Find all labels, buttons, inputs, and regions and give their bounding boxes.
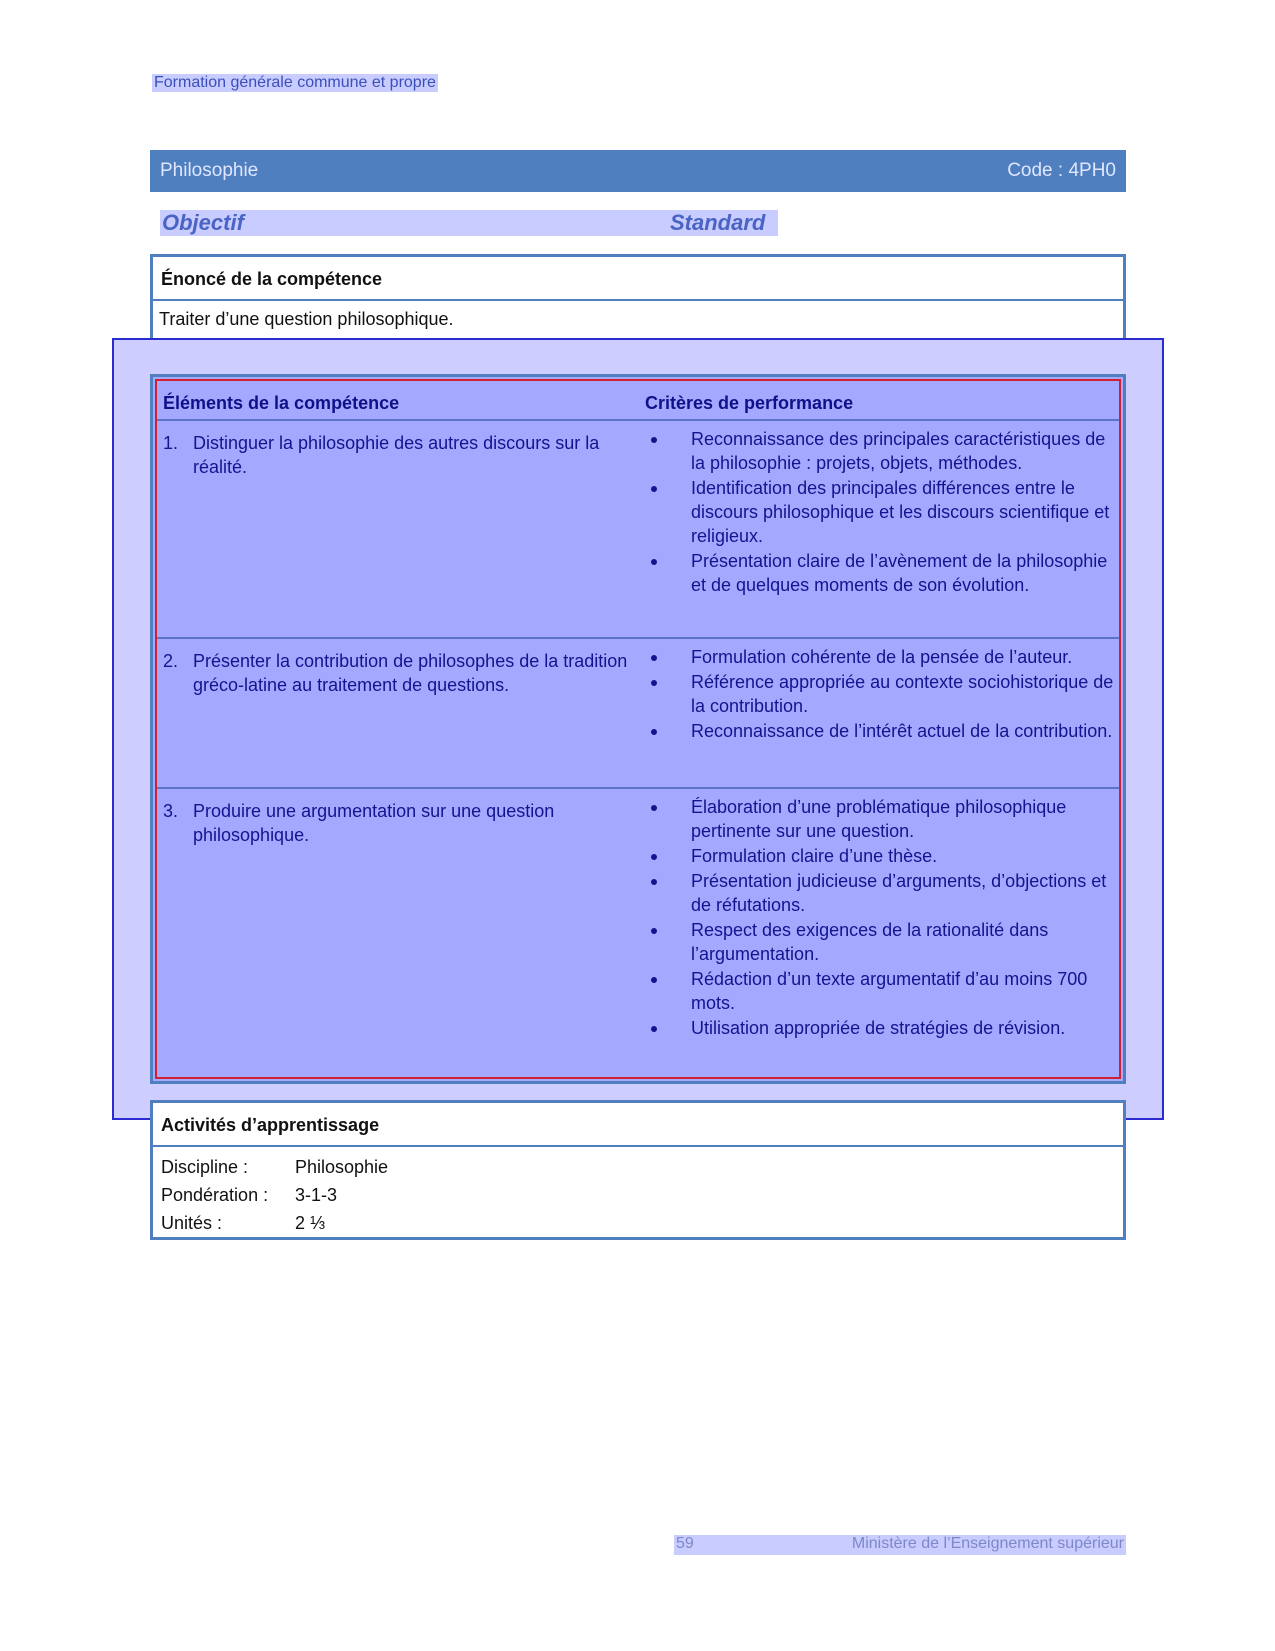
- bullet-icon: [651, 977, 657, 983]
- course-name: Philosophie: [160, 160, 259, 181]
- discipline-label: Discipline :: [161, 1157, 249, 1177]
- list-item: Présentation claire de l’avènement de la philosophie et de quelques moments de son évolution.: [651, 549, 1121, 597]
- objective-standard-row: [160, 210, 778, 236]
- discipline-value: Philosophie: [295, 1157, 389, 1177]
- unites-label: Unités :: [161, 1213, 223, 1233]
- discipline-line: [153, 1151, 1123, 1179]
- bullet-icon: [651, 729, 657, 735]
- activites-title: Activités d’apprentissage: [153, 1103, 1123, 1147]
- elements-table-header: [157, 381, 1119, 421]
- unites-value: 2 ⅓: [295, 1213, 326, 1233]
- list-item: Présentation judicieuse d’arguments, d’objections et de réfutations.: [651, 869, 1121, 917]
- list-item: Rédaction d’un texte argumentatif d’au moins 700 mots.: [651, 967, 1121, 1015]
- course-title-bar: [150, 150, 1126, 192]
- element-description: Produire une argumentation sur une question philosophique.: [193, 801, 555, 845]
- bullet-icon: [651, 680, 657, 686]
- standard-label: Standard: [670, 210, 766, 235]
- activites-box: [150, 1100, 1126, 1240]
- list-item: Élaboration d’une problématique philosophique pertinente sur une question.: [651, 795, 1121, 843]
- list-item: Formulation cohérente de la pensée de l’auteur.: [651, 645, 1121, 669]
- element-text: [163, 649, 628, 697]
- element-description: Présenter la contribution de philosophes de la tradition gréco-latine au traitement de questions.: [193, 651, 628, 695]
- element-text: [163, 799, 628, 847]
- unites-line: [153, 1207, 1123, 1235]
- enonce-text: Traiter d’une question philosophique.: [159, 309, 454, 329]
- ponderation-line: [153, 1179, 1123, 1207]
- objectif-label: Objectif: [162, 210, 244, 235]
- element-text: [163, 431, 628, 479]
- enonce-title: Énoncé de la compétence: [153, 257, 1123, 301]
- list-item: Formulation claire d’une thèse.: [651, 844, 1121, 868]
- elements-table-frame: [155, 379, 1121, 1079]
- table-row: [157, 421, 1119, 639]
- bullet-icon: [651, 655, 657, 661]
- list-item: Reconnaissance de l’intérêt actuel de la contribution.: [651, 719, 1121, 743]
- running-header: Formation générale commune et propre: [154, 74, 436, 91]
- element-number: 3.: [163, 801, 179, 821]
- table-row: [157, 789, 1119, 1059]
- list-item: Référence appropriée au contexte sociohistorique de la contribution.: [651, 670, 1121, 718]
- bullet-icon: [651, 1026, 657, 1032]
- element-description: Distinguer la philosophie des autres discours sur la réalité.: [193, 433, 600, 477]
- page-footer: [674, 1535, 1126, 1555]
- bullet-icon: [651, 805, 657, 811]
- bullet-icon: [651, 437, 657, 443]
- list-item: Respect des exigences de la rationalité dans l’argumentation.: [651, 918, 1121, 966]
- ministry-name: Ministère de l’Enseignement supérieur: [851, 1535, 1124, 1552]
- table-row: [157, 639, 1119, 789]
- criteria-list: [651, 795, 1121, 1041]
- bullet-icon: [651, 559, 657, 565]
- page-number: 59: [676, 1535, 694, 1552]
- header-elements: Éléments de la compétence: [163, 393, 400, 413]
- list-item: Reconnaissance des principales caractéristiques de la philosophie : projets, objets, méthodes.: [651, 427, 1121, 475]
- criteria-list: [651, 427, 1121, 598]
- ponderation-label: Pondération :: [161, 1185, 269, 1205]
- header-criteres: Critères de performance: [645, 393, 854, 413]
- elements-table: [150, 374, 1126, 1084]
- bullet-icon: [651, 854, 657, 860]
- list-item: Utilisation appropriée de stratégies de révision.: [651, 1016, 1121, 1040]
- element-number: 1.: [163, 433, 179, 453]
- criteria-list: [651, 645, 1121, 744]
- bullet-icon: [651, 928, 657, 934]
- element-number: 2.: [163, 651, 179, 671]
- list-item: Identification des principales différences entre le discours philosophique et les discours scientifique et religieux.: [651, 476, 1121, 548]
- bullet-icon: [651, 486, 657, 492]
- course-code: Code : 4PH0: [1007, 160, 1116, 181]
- bullet-icon: [651, 879, 657, 885]
- ponderation-value: 3-1-3: [295, 1185, 338, 1205]
